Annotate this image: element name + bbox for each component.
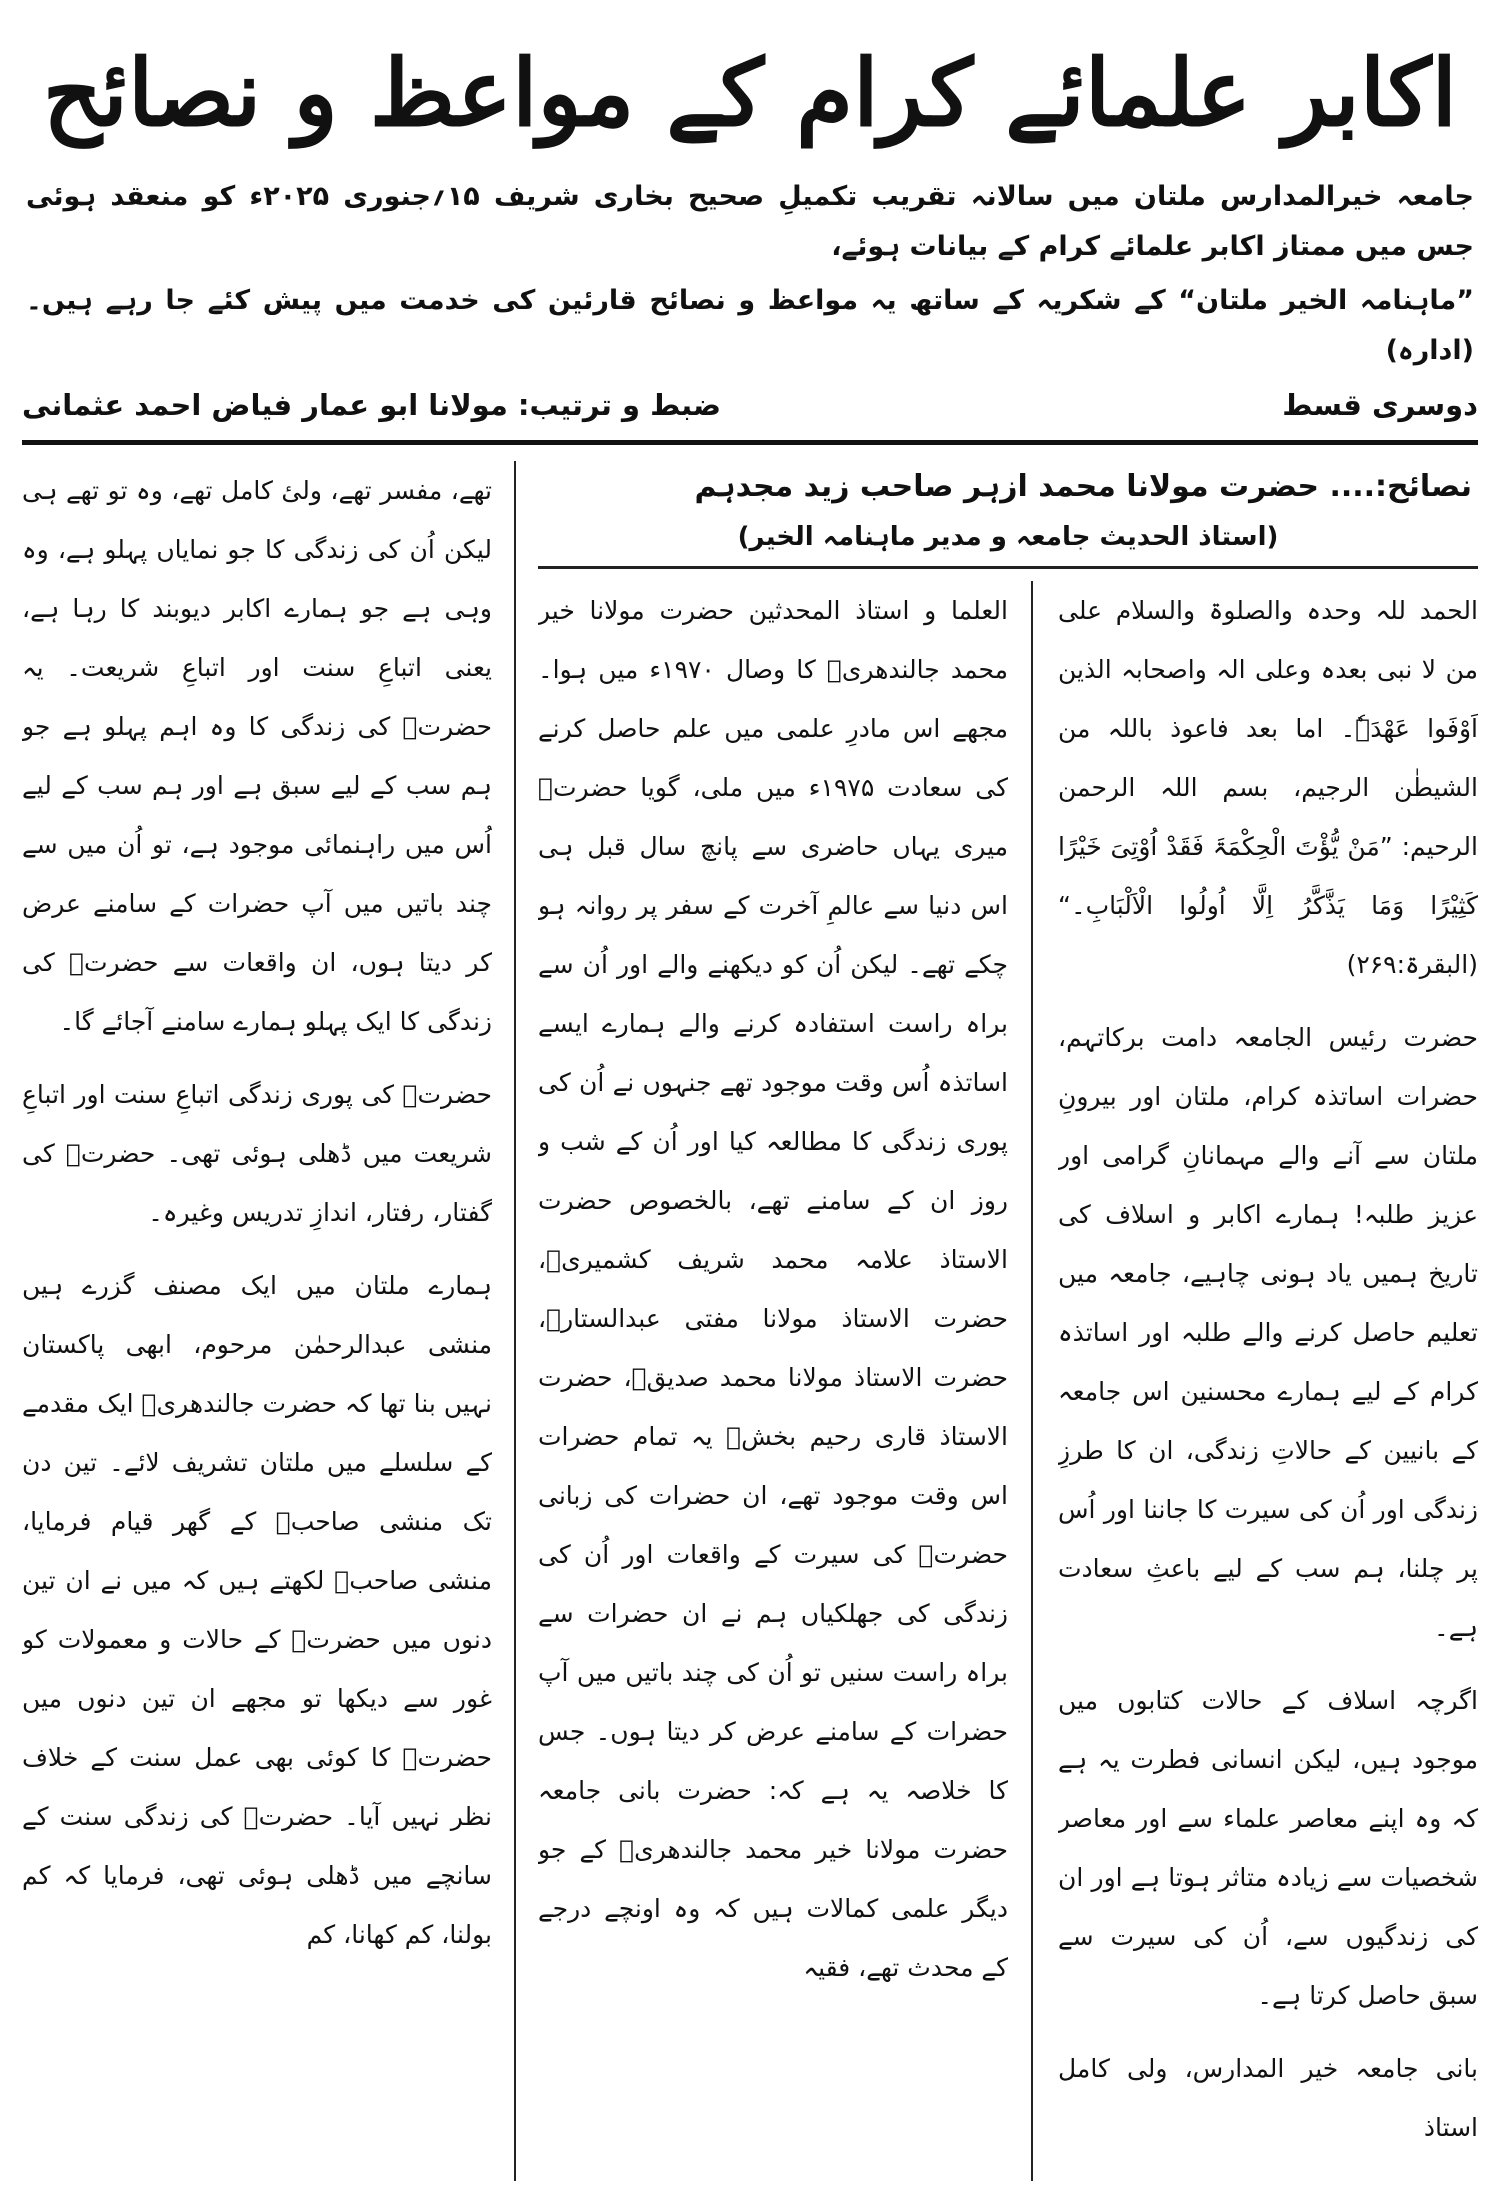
paragraph: اگرچہ اسلاف کے حالات کتابوں میں موجود ہیں، لیکن انسانی فطرت یہ ہے کہ وہ اپنے معاصر علماء سے اور معاصر شخصیات سے زیادہ متاثر ہوتا ہے اور ان کی زندگیوں سے، اُن کی سیرت سے سبق حاصل کرتا ہے۔ bbox=[1058, 1686, 1478, 2010]
credit-row bbox=[22, 382, 1478, 445]
speaker-name: نصائح:.... حضرت مولانا محمد ازہر صاحب زید مجدہم bbox=[694, 469, 1472, 504]
magazine-page bbox=[22, 18, 1478, 2186]
paragraph: العلما و استاذ المحدثین حضرت مولانا خیر محمد جالندھریؒ کا وصال ۱۹۷۰ء میں ہوا۔ مجھے اس مادرِ علمی میں علم حاصل کرنے کی سعادت ۱۹۷۵ء میں ملی، گویا حضرتؒ میری یہاں حاضری سے پانچ سال قبل ہی اس دنیا سے عالمِ آخرت کے سفر پر روانہ ہو چکے تھے۔ لیکن اُن کو دیکھنے والے اور اُن سے براہ راست استفادہ کرنے والے ہمارے ایسے اساتذہ اُس وقت موجود تھے جنہوں نے اُن کی پوری زندگی کا مطالعہ کیا اور اُن کے شب و روز ان کے سامنے تھے، بالخصوص حضرت الاستاذ علامہ محمد شریف کشمیریؒ، حضرت الاستاذ مولانا مفتی عبدالستارؒ، حضرت الاستاذ مولانا محمد صدیقؒ، حضرت الاستاذ قاری رحیم بخشؒ یہ تمام حضرات اس وقت موجود تھے، ان حضرات کی زبانی حضرتؒ کی سیرت کے واقعات اور اُن کی زندگی کی جھلکیاں ہم نے ان حضرات سے براہ راست سنیں تو اُن کی چند باتیں میں آپ حضرات کے سامنے عرض کر دیتا ہوں۔ جس کا خلاصہ یہ ہے کہ: حضرت بانی جامعہ حضرت مولانا خیر محمد جالندھریؒ کے جو دیگر علمی کمالات ہیں کہ وہ اونچے درجے کے محدث تھے، فقیہ bbox=[538, 596, 1008, 1982]
column-left bbox=[22, 461, 492, 2181]
speaker-designation: (استاذ الحدیث جامعہ و مدیر ماہنامہ الخیر) bbox=[737, 522, 1279, 552]
column-middle bbox=[538, 581, 1008, 2181]
article-body bbox=[22, 461, 1478, 2181]
intro-line: جامعہ خیرالمدارس ملتان میں سالانہ تقریب تکمیلِ صحیح بخاری شریف ۱۵؍جنوری ۲۰۲۵ء کو منعقد ہوئی جس میں ممتاز اکابر علمائے کرام کے بیانات ہوئے، bbox=[26, 181, 1475, 262]
intro-block bbox=[22, 172, 1478, 376]
speaker-heading bbox=[538, 461, 1478, 569]
column-divider bbox=[1031, 581, 1033, 2181]
column-divider bbox=[514, 461, 516, 2181]
paragraph: حضرتؒ کی پوری زندگی اتباعِ سنت اور اتباعِ شریعت میں ڈھلی ہوئی تھی۔ حضرتؒ کی گفتار، رفتار، اندازِ تدریس وغیرہ۔ bbox=[22, 1080, 492, 1227]
compiler-credit: ضبط و ترتیب: مولانا ابو عمار فیاض احمد عثمانی bbox=[22, 388, 721, 422]
intro-line: ”ماہنامہ الخیر ملتان“ کے شکریہ کے ساتھ یہ مواعظ و نصائح قارئین کی خدمت میں پیش کئے جا رہے ہیں۔ (ادارہ) bbox=[26, 285, 1474, 366]
page-title: اکابر علمائے کرام کے مواعظ و نصائح bbox=[42, 39, 1458, 147]
paragraph: ہمارے ملتان میں ایک مصنف گزرے ہیں منشی عبدالرحمٰن مرحوم، ابھی پاکستان نہیں بنا تھا کہ حضرت جالندھریؒ ایک مقدمے کے سلسلے میں ملتان تشریف لائے۔ تین دن تک منشی صاحبؒ کے گھر قیام فرمایا، منشی صاحبؒ لکھتے ہیں کہ میں نے ان تین دنوں میں حضرتؒ کے حالات و معمولات کو غور سے دیکھا تو مجھے ان تین دنوں میں حضرتؒ کا کوئی بھی عمل سنت کے خلاف نظر نہیں آیا۔ حضرتؒ کی زندگی سنت کے سانچے میں ڈھلی ہوئی تھی، فرمایا کہ کم بولنا، کم کھانا، کم bbox=[22, 1271, 492, 1949]
column-right bbox=[1058, 581, 1478, 2181]
paragraph: بانی جامعہ خیر المدارس، ولی کامل استاذ bbox=[1058, 2054, 1478, 2142]
paragraph: تھے، مفسر تھے، ولیٔ کامل تھے، وہ تو تھے ہی لیکن اُن کی زندگی کا جو نمایاں پہلو ہے، وہ وہی ہے جو ہمارے اکابر دیوبند کا رہا ہے، یعنی اتباعِ سنت اور اتباعِ شریعت۔ یہ حضرتؒ کی زندگی کا وہ اہم پہلو ہے جو ہم سب کے لیے سبق ہے اور ہم سب کے لیے اُس میں راہنمائی موجود ہے، تو اُن میں سے چند باتیں میں آپ حضرات کے سامنے عرض کر دیتا ہوں، ان واقعات سے حضرتؒ کی زندگی کا ایک پہلو ہمارے سامنے آجائے گا۔ bbox=[22, 476, 492, 1036]
paragraph: حضرت رئیس الجامعہ دامت برکاتہم، حضرات اساتذہ کرام، ملتان اور بیرونِ ملتان سے آنے والے مہمانانِ گرامی اور عزیز طلبہ! ہمارے اکابر و اسلاف کی تاریخ ہمیں یاد ہونی چاہیے، جامعہ میں تعلیم حاصل کرنے والے طلبہ اور اساتذہ کرام کے لیے ہمارے محسنین اس جامعہ کے بانیین کے حالاتِ زندگی، ان کا طرزِ زندگی اور اُن کی سیرت کا جاننا اور اُس پر چلنا، ہم سب کے لیے باعثِ سعادت ہے۔ bbox=[1058, 1023, 1478, 1642]
installment-label: دوسری قسط bbox=[1282, 388, 1478, 422]
paragraph: الحمد للہ وحدہ والصلوۃ والسلام علی من لا نبی بعدہ وعلی الہ واصحابہ الذین اَوْفَوا عَھْدَہٗ۔ اما بعد فاعوذ باللہ من الشیطٰن الرجیم، بسم اللہ الرحمن الرحیم: ”مَنْ یُّؤْتَ الْحِکْمَۃَ فَقَدْ اُوْتِیَ خَیْرًا کَثِیْرًا وَمَا یَذَّکَّرُ اِلَّا اُولُوا الْاَلْبَابِ۔“ (البقرۃ:۲۶۹) bbox=[1058, 596, 1478, 979]
